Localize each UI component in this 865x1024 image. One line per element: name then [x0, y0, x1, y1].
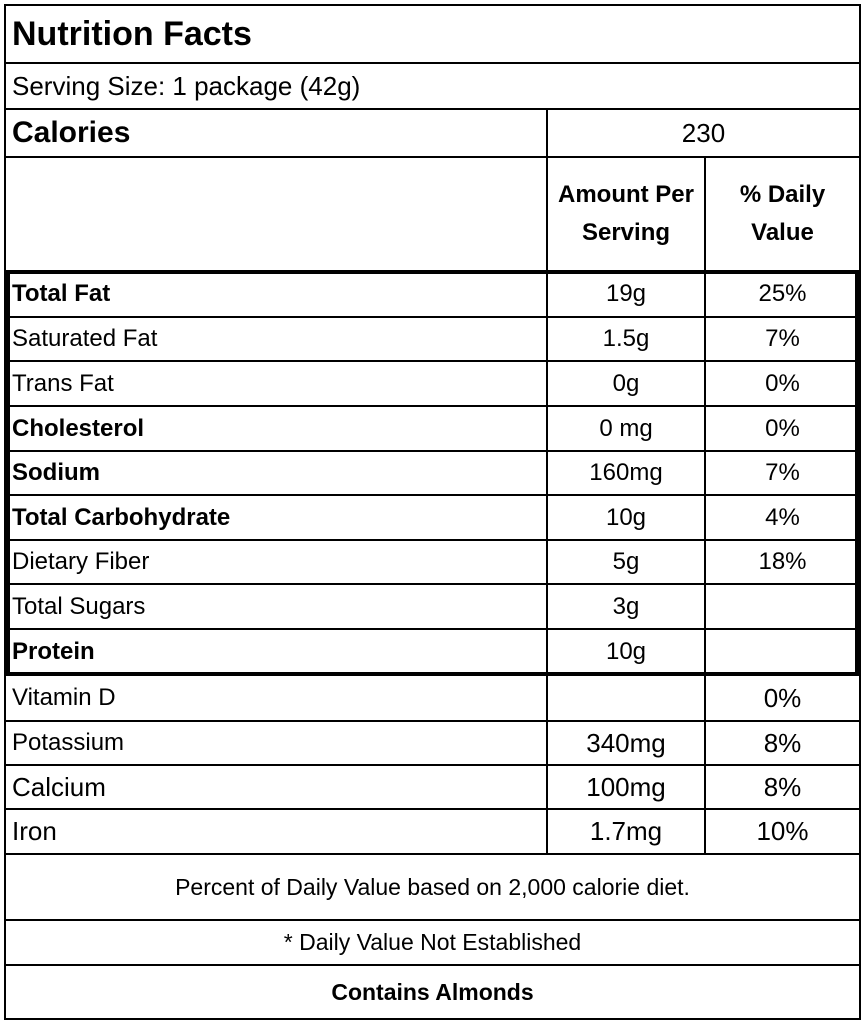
nutrient-amount: 3g: [546, 585, 704, 628]
nutrient-amount: 19g: [546, 272, 704, 316]
nutrient-row-total-carbohydrate: [6, 496, 859, 541]
header-blank: [6, 158, 546, 270]
nutrient-daily-value: [704, 585, 859, 628]
nutrient-row-saturated-fat: [6, 318, 859, 362]
title-row: [6, 6, 859, 64]
nutrient-row-trans-fat: [6, 362, 859, 407]
footnote-row: [6, 855, 859, 921]
micronutrient-name: Iron: [12, 816, 57, 846]
nutrient-name: Sodium: [12, 459, 100, 486]
micronutrient-row-calcium: [6, 766, 859, 810]
micronutrient-name: Calcium: [12, 771, 106, 802]
micronutrient-row-vitamin-d: [6, 676, 859, 722]
nutrient-daily-value: [704, 630, 859, 674]
nutrient-daily-value: 0%: [704, 407, 859, 450]
nutrient-amount: 10g: [546, 630, 704, 674]
micronutrient-name: Potassium: [12, 729, 125, 756]
micronutrient-amount: [546, 676, 704, 720]
nutrient-name: Total Carbohydrate: [12, 503, 231, 531]
nutrient-name: Dietary Fiber: [12, 548, 150, 575]
nutrient-amount: 160mg: [546, 452, 704, 494]
nutrient-daily-value: 0%: [704, 362, 859, 405]
nutrient-daily-value: 4%: [704, 496, 859, 539]
micronutrient-daily-value: 10%: [704, 810, 859, 853]
nutrient-name: Total Fat: [12, 280, 111, 307]
column-header-row: [6, 158, 859, 272]
daily-value-header: % Daily Value: [704, 158, 859, 270]
micronutrient-daily-value: 8%: [704, 722, 859, 764]
nutrient-amount: 0g: [546, 362, 704, 405]
not-established-note: * Daily Value Not Established: [283, 929, 582, 955]
serving-size: Serving Size: 1 package (42g): [12, 70, 361, 101]
serving-size-row: [6, 64, 859, 110]
nutrient-amount: 0 mg: [546, 407, 704, 450]
nutrient-row-sodium: [6, 452, 859, 496]
micronutrient-row-potassium: [6, 722, 859, 766]
nutrient-row-total-fat: [6, 272, 859, 318]
micronutrient-amount: 100mg: [546, 766, 704, 808]
nutrient-daily-value: 18%: [704, 541, 859, 583]
nutrient-daily-value: 25%: [704, 272, 859, 316]
daily-value-footnote: Percent of Daily Value based on 2,000 calorie diet.: [175, 873, 690, 900]
nutrient-daily-value: 7%: [704, 318, 859, 360]
nutrient-amount: 1.5g: [546, 318, 704, 360]
nutrient-daily-value: 7%: [704, 452, 859, 494]
micronutrient-amount: 340mg: [546, 722, 704, 764]
nutrient-name: Cholesterol: [12, 414, 145, 442]
nutrient-row-cholesterol: [6, 407, 859, 452]
nutrient-name: Saturated Fat: [12, 325, 158, 352]
label-title: Nutrition Facts: [12, 14, 252, 53]
not-established-row: [6, 921, 859, 966]
nutrient-row-dietary-fiber: [6, 541, 859, 585]
micronutrient-daily-value: 0%: [704, 676, 859, 720]
nutrient-amount: 5g: [546, 541, 704, 583]
calories-row: [6, 110, 859, 158]
nutrition-facts-label: [4, 4, 861, 1020]
micronutrient-daily-value: 8%: [704, 766, 859, 808]
nutrient-name: Total Sugars: [12, 592, 146, 620]
allergen-statement: Contains Almonds: [331, 978, 534, 1005]
micronutrient-row-iron: [6, 810, 859, 855]
nutrient-name: Protein: [12, 638, 95, 665]
nutrient-row-protein: [6, 630, 859, 676]
micronutrient-name: Vitamin D: [12, 684, 116, 711]
calories-value: 230: [546, 110, 859, 156]
micronutrient-amount: 1.7mg: [546, 810, 704, 853]
calories-label: Calories: [12, 116, 131, 149]
amount-per-serving-header: Amount Per Serving: [546, 158, 704, 270]
nutrient-name: Trans Fat: [12, 369, 114, 397]
allergen-row: [6, 966, 859, 1018]
nutrient-row-total-sugars: [6, 585, 859, 630]
nutrient-amount: 10g: [546, 496, 704, 539]
